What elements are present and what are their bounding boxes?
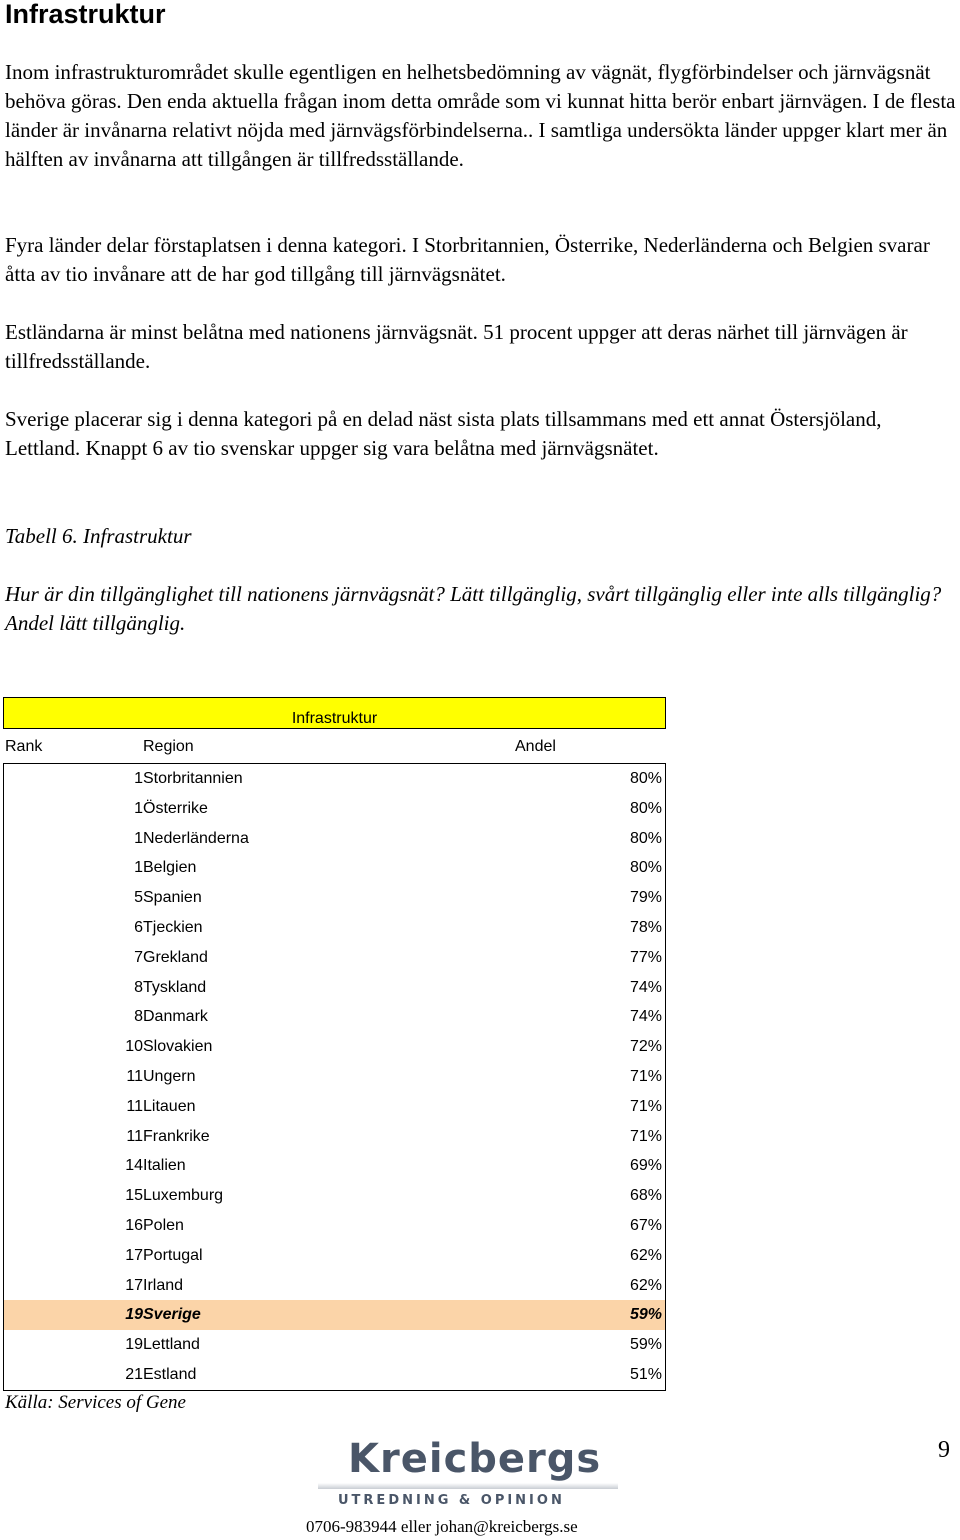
table-row: [4, 853, 665, 883]
table-row: [4, 1032, 665, 1062]
table-row: [4, 1002, 665, 1032]
table-body: [3, 764, 666, 1391]
region-cell: Italien: [143, 1157, 186, 1175]
table-row: [4, 1330, 665, 1360]
table-row: [4, 883, 665, 913]
table-row: [4, 824, 665, 854]
rank-cell: 21: [125, 1365, 143, 1383]
share-cell: 72%: [629, 1038, 662, 1056]
region-cell: Irland: [143, 1276, 184, 1294]
rank-cell: 16: [125, 1216, 143, 1234]
table-row-highlighted: [4, 1300, 665, 1330]
region-cell: Ungern: [143, 1067, 196, 1085]
rank-cell: 17: [125, 1246, 143, 1264]
region-cell: Slovakien: [143, 1038, 213, 1056]
share-cell: 78%: [629, 918, 662, 936]
rank-cell: 11: [126, 1127, 143, 1145]
rank-cell: 15: [125, 1187, 143, 1205]
table-row: [4, 943, 665, 973]
header-region: Region: [143, 738, 194, 755]
region-cell: Österrike: [143, 799, 208, 817]
table-row: [4, 1181, 665, 1211]
share-cell: 59%: [629, 1336, 662, 1354]
header-rank: Rank: [5, 738, 43, 755]
page-number: 9: [938, 1437, 950, 1463]
table-row: [4, 1122, 665, 1152]
contact-info: 0706-983944 eller johan@kreicbergs.se: [306, 1517, 578, 1536]
share-cell: 80%: [629, 770, 662, 787]
share-cell: 80%: [629, 859, 662, 877]
share-cell: 69%: [629, 1157, 662, 1175]
region-cell: Lettland: [143, 1336, 200, 1354]
share-cell: 74%: [629, 978, 662, 996]
table-row: [4, 1062, 665, 1092]
region-cell: Storbritannien: [143, 770, 243, 787]
region-cell: Polen: [143, 1216, 184, 1234]
logo-wordmark: Kreicbergs: [348, 1436, 602, 1482]
ranking-table: [3, 697, 666, 1391]
region-cell: Luxemburg: [143, 1187, 224, 1205]
table-title: Infrastruktur: [3, 697, 666, 729]
first-place-paragraph: Fyra länder delar förstaplatsen i denna kategori. I Storbritannien, Österrike, Nederländerna och Belgien svarar åtta av tio invånare att de har god tillgång till järnvägsnätet.: [5, 233, 930, 286]
table-row: [4, 973, 665, 1003]
table-row: [4, 1211, 665, 1241]
rank-cell: 1: [134, 770, 143, 787]
rank-cell: 11: [126, 1067, 143, 1085]
share-cell: 71%: [629, 1127, 662, 1145]
intro-paragraph: Inom infrastrukturområdet skulle egentligen en helhetsbedömning av vägnät, flygförbindelser och järnvägsnät behöva göras. Den enda aktuella frågan inom detta område som vi kunnat hitta berör enbart järnvägen. I de flesta länder är invånarna relativt nöjda med järnvägsförbindelserna.. I samtliga undersökta länder uppger klart mer än hälften av invånarna att tillgången är tillfredsställande.: [5, 60, 956, 171]
table-row: [4, 764, 665, 794]
page-title: Infrastruktur: [5, 0, 166, 29]
rank-cell: 8: [134, 978, 143, 996]
rank-cell: 11: [126, 1097, 143, 1115]
share-cell: 67%: [629, 1216, 662, 1234]
table-caption: Tabell 6. Infrastruktur: [5, 524, 192, 548]
region-cell: Belgien: [143, 859, 197, 877]
region-cell: Danmark: [143, 1008, 208, 1026]
rank-cell: 7: [134, 948, 143, 966]
rank-cell: 19: [125, 1336, 143, 1354]
region-cell: Spanien: [143, 889, 202, 907]
table-row: [4, 1092, 665, 1122]
region-cell: Nederländerna: [143, 829, 249, 847]
rank-cell: 6: [134, 918, 143, 936]
table-row: [4, 794, 665, 824]
logo-tagline: UTREDNING & OPINION: [338, 1493, 565, 1508]
rank-cell: 1: [134, 829, 143, 847]
rank-cell: 1: [134, 799, 143, 817]
region-cell: Sverige: [143, 1306, 201, 1324]
region-cell: Grekland: [143, 948, 208, 966]
region-cell: Tjeckien: [143, 918, 203, 936]
table-row: [4, 1151, 665, 1181]
share-cell: 62%: [629, 1276, 662, 1294]
sweden-paragraph: Sverige placerar sig i denna kategori på en delad näst sista plats tillsammans med ett annat Östersjöland, Lettland. Knappt 6 av tio svenskar uppger sig vara belåtna med järnvägsnätet.: [5, 407, 882, 460]
share-cell: 51%: [629, 1365, 662, 1383]
table-row: [4, 1271, 665, 1301]
share-cell: 79%: [629, 889, 662, 907]
rank-cell: 17: [125, 1276, 143, 1294]
region-cell: Frankrike: [143, 1127, 210, 1145]
kreicbergs-logo: [308, 1436, 618, 1516]
share-cell: 80%: [629, 829, 662, 847]
share-cell: 71%: [629, 1067, 662, 1085]
rank-cell: 5: [134, 889, 143, 907]
rank-cell: 1: [134, 859, 143, 877]
share-cell: 71%: [629, 1097, 662, 1115]
source-note: Källa: Services of Gene: [5, 1392, 186, 1413]
table-row: [4, 913, 665, 943]
rank-cell: 14: [125, 1157, 143, 1175]
header-share: Andel: [515, 738, 556, 755]
rank-cell: 10: [125, 1038, 143, 1056]
region-cell: Estland: [143, 1365, 197, 1383]
share-cell: 74%: [629, 1008, 662, 1026]
table-header: [3, 729, 666, 764]
table-row: [4, 1241, 665, 1271]
share-cell: 68%: [629, 1187, 662, 1205]
rank-cell: 8: [134, 1008, 143, 1026]
survey-question: Hur är din tillgänglighet till nationens järnvägsnät? Lätt tillgänglig, svårt tillgänglig eller inte alls tillgänglig? Andel lätt tillgänglig.: [5, 582, 942, 635]
share-cell: 80%: [629, 799, 662, 817]
share-cell: 77%: [629, 948, 662, 966]
estonia-paragraph: Estländarna är minst belåtna med nationens järnvägsnät. 51 procent uppger att deras närhet till järnvägen är tillfredsställande.: [5, 320, 908, 373]
rank-cell: 19: [125, 1306, 143, 1324]
share-cell: 62%: [629, 1246, 662, 1264]
table-row: [4, 1360, 665, 1390]
region-cell: Portugal: [143, 1246, 203, 1264]
region-cell: Tyskland: [143, 978, 207, 996]
region-cell: Litauen: [143, 1097, 196, 1115]
share-cell: 59%: [629, 1306, 662, 1324]
logo-divider: [318, 1483, 618, 1489]
